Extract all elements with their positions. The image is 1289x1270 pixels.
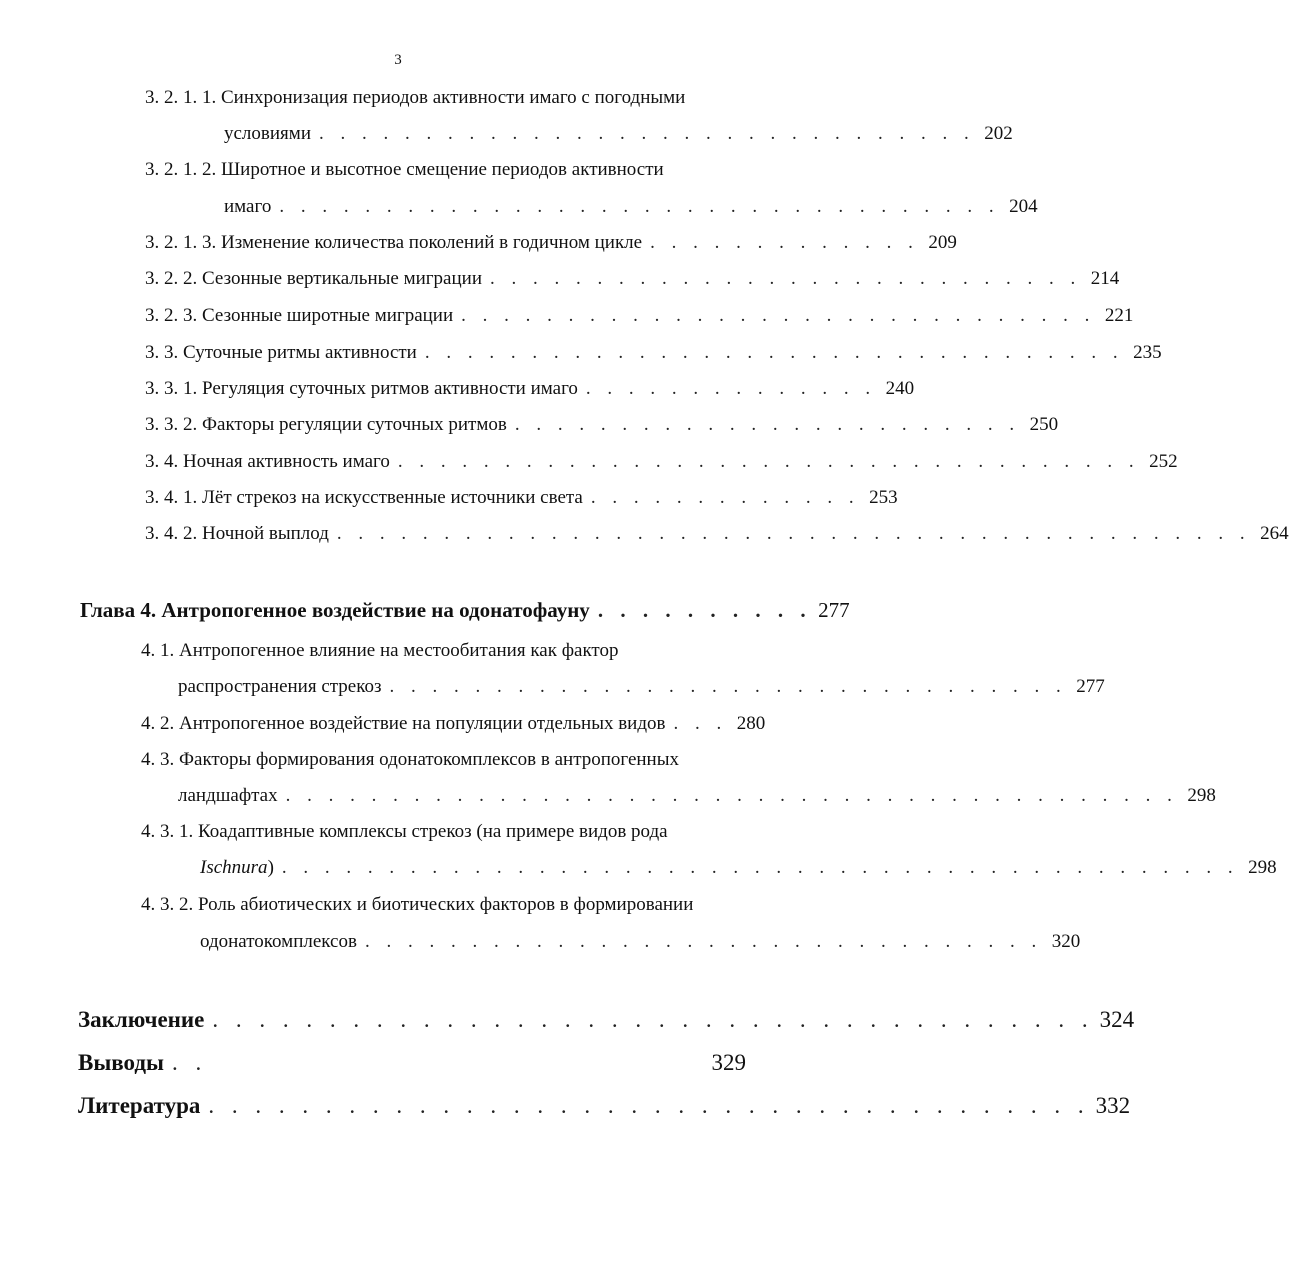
toc-entry (145, 486, 898, 510)
toc-page: 324 (1099, 1007, 1135, 1032)
leader-dots: . . (172, 1050, 208, 1075)
leader-dots: . . . . . . . . . . . . . . (585, 378, 877, 399)
toc-entry-title: 4. 3. 1. Коадаптивные комплексы стрекоз (на примере видов рода (141, 821, 668, 842)
toc-entry (141, 712, 766, 736)
toc-page: 204 (1009, 196, 1038, 217)
leader-dots: . . . . . . . . . . . . . . . . . . . . . . . . . . . . . . . . . . (279, 196, 1000, 217)
toc-entry (145, 267, 1120, 291)
leader-dots: . . . . . . . . . . . . . . . . . . . . . . . . . . . . . . . . . . . . . . (212, 1007, 1094, 1032)
toc-entry-title: 4. 3. Факторы формирования одонатокомплексов в антропогенных (141, 749, 679, 770)
toc-entry (145, 304, 1134, 328)
leader-dots: . . . . . . . . . . . . . . . . . . . . . . . . . . . . . . . . . . . . . . . . . . . . . (281, 857, 1239, 878)
toc-entry-title: 3. 3. 2. Факторы регуляции суточных ритмов (145, 414, 507, 435)
toc-entry-title-cont: ландшафтах (178, 785, 278, 806)
toc-chapter (80, 598, 850, 622)
toc-page: 280 (736, 713, 766, 734)
toc-page: 214 (1090, 268, 1120, 289)
toc-page: 235 (1133, 342, 1162, 363)
toc-entry-title: 3. 3. 1. Регуляция суточных ритмов активности имаго (145, 378, 578, 399)
toc-page: 240 (885, 378, 915, 399)
toc-entry-line (200, 930, 1081, 954)
toc-entry-title-cont (200, 856, 274, 880)
leader-dots: . . . . . . . . . . . . . . . . . . . . . . . . . . . . . . . . . (424, 342, 1124, 363)
toc-page: 329 (711, 1050, 746, 1075)
toc-entry-title: 3. 2. 3. Сезонные широтные миграции (145, 305, 454, 326)
closing-paren: ) (267, 857, 274, 878)
genus-name: Ischnura (200, 857, 268, 878)
toc-entry-title-cont: распространения стрекоз (178, 676, 382, 697)
leader-dots: . . . . . . . . . . . . . . . . . . . . . . . . . . . . . . . . . . . (397, 451, 1140, 472)
toc-entry (145, 231, 957, 255)
toc-entry-title: 4. 2. Антропогенное воздействие на популяции отдельных видов (141, 713, 666, 734)
toc-entry-line (200, 856, 1277, 880)
toc-entry-title: 3. 2. 1. 3. Изменение количества поколений в годичном цикле (145, 232, 643, 253)
toc-page: 298 (1248, 857, 1277, 878)
toc-entry-title: 3. 4. 1. Лёт стрекоз на искусственные источники света (145, 487, 583, 508)
leader-dots: . . . . . . . . . . . . . . . . . . . . . . . . . . . . . . . . . . . . . . . . . . . (336, 523, 1251, 544)
toc-entry-line (178, 675, 1105, 699)
leader-dots: . . . . . . . . . . . . . . . . . . . . . . . . . . . . . . . . . . . . . . . . . . (285, 785, 1178, 806)
leader-dots: . . . . . . . . . . . . . . . . . . . . . . . . (514, 414, 1021, 435)
leader-dots: . . . . . . . . . . . . . (590, 487, 860, 508)
toc-page: 252 (1149, 451, 1178, 472)
toc-page: 221 (1104, 305, 1134, 326)
toc-entry-title-cont: имаго (224, 196, 272, 217)
leader-dots: . . . . . . . . . . . . . . . . . . . . . . . . . . . . (490, 268, 1082, 289)
toc-section (78, 1051, 746, 1075)
leader-dots: . . . (673, 713, 728, 734)
toc-page: 298 (1187, 785, 1216, 806)
leader-dots: . . . . . . . . . . . . . . . . . . . . . . . . . . . . . . . . (389, 676, 1067, 697)
section-title: Литература (78, 1093, 201, 1118)
toc-page: 253 (869, 487, 898, 508)
toc-entry-title: 3. 4. Ночная активность имаго (145, 451, 390, 472)
toc-entry-line (224, 122, 1013, 146)
toc-entry-title-cont: условиями (224, 123, 311, 144)
toc-entry-title: 3. 2. 1. 2. Широтное и высотное смещение периодов активности (145, 159, 664, 180)
toc-section (78, 1007, 1135, 1032)
leader-dots: . . . . . . . . . . . . . . . . . . . . . . . . . . . . . . . . (364, 931, 1043, 952)
chapter-title: Глава 4. Антропогенное воздействие на одонатофауну (80, 598, 590, 622)
leader-dots: . . . . . . . . . . (597, 598, 812, 622)
toc-page: 202 (984, 123, 1013, 144)
toc-page: 320 (1051, 931, 1081, 952)
toc-page: 277 (818, 598, 850, 622)
toc-entry-title: 3. 2. 1. 1. Синхронизация периодов активности имаго с погодными (145, 87, 686, 108)
toc-entry-title-cont: одонатокомплексов (200, 931, 357, 952)
toc-entry (145, 413, 1059, 437)
section-title: Выводы (78, 1050, 164, 1075)
toc-entry (145, 341, 1162, 365)
toc-entry-title: 3. 4. 2. Ночной выплод (145, 523, 329, 544)
leader-dots: . . . . . . . . . . . . . . . . . . . . . . . . . . . . . . (461, 305, 1096, 326)
toc-entry-title: 4. 1. Антропогенное влияние на местообитания как фактор (141, 640, 619, 661)
toc-page: 277 (1076, 676, 1105, 697)
toc-entry-line (178, 784, 1216, 808)
toc-page: 250 (1029, 414, 1059, 435)
toc-entry-title: 4. 3. 2. Роль абиотических и биотических факторов в формировании (141, 894, 694, 915)
leader-dots: . . . . . . . . . . . . . . . . . . . . . . . . . . . . . . . (318, 123, 975, 144)
leader-dots: . . . . . . . . . . . . . (650, 232, 919, 253)
toc-entry (145, 377, 915, 401)
toc-entry-title: 3. 3. Суточные ритмы активности (145, 342, 417, 363)
toc-page: 209 (928, 232, 957, 253)
toc-page: 332 (1095, 1093, 1131, 1118)
toc-page: 264 (1260, 523, 1289, 544)
leader-dots: . . . . . . . . . . . . . . . . . . . . . . . . . . . . . . . . . . . . . . (208, 1093, 1090, 1118)
page-number: 3 (394, 52, 402, 68)
toc-section (78, 1093, 1131, 1118)
toc-entry (145, 522, 1289, 546)
section-title: Заключение (78, 1007, 205, 1032)
toc-entry-line (224, 195, 1038, 219)
toc-entry-title: 3. 2. 2. Сезонные вертикальные миграции (145, 268, 482, 289)
toc-entry (145, 450, 1178, 474)
